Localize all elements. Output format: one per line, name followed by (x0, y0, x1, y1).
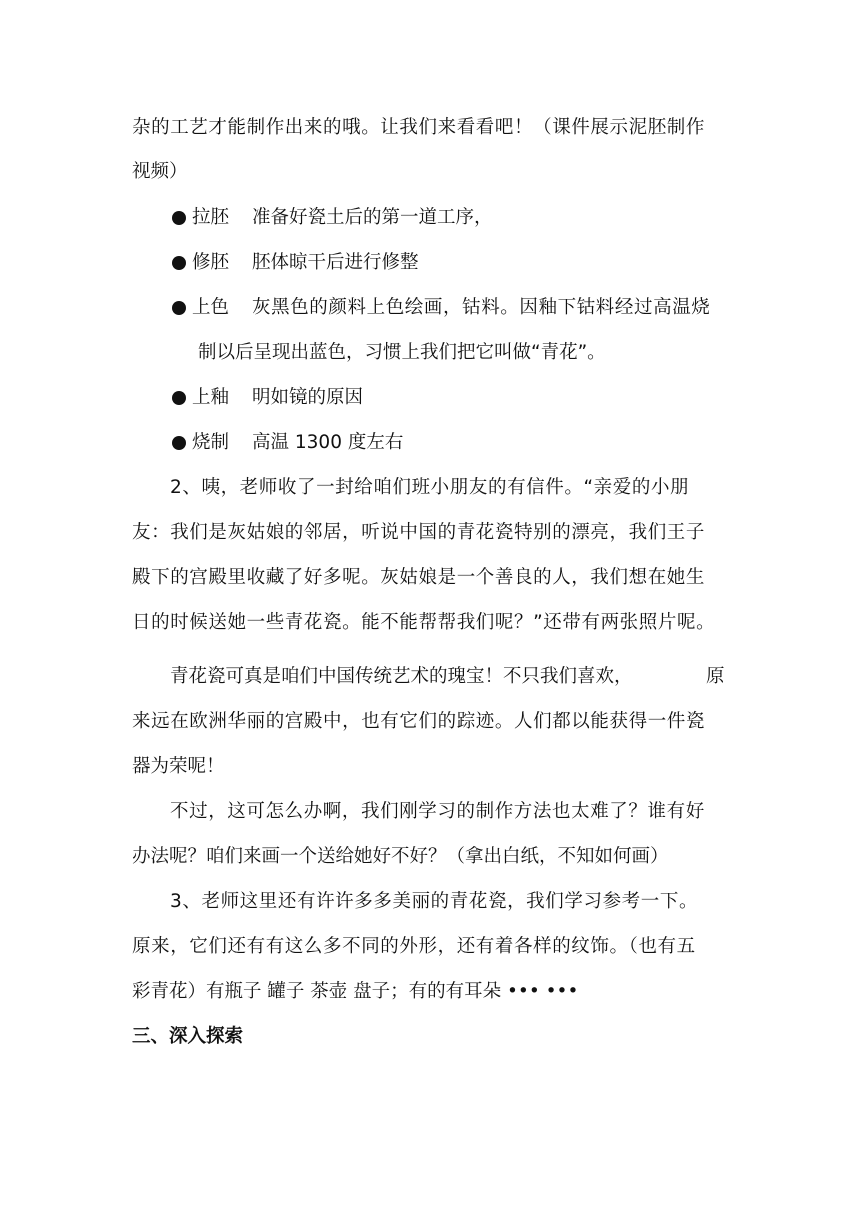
bullet-term: 修胚 (192, 252, 230, 273)
bullet-dot (172, 436, 186, 450)
bullet-desc: 灰黑色的颜料上色绘画，钴料。因釉下钴料经过高温烧 (252, 297, 711, 318)
bullet-term: 烧制 (192, 432, 230, 453)
paragraph-line: 3、老师这里还有许许多多美丽的青花瓷，我们学习参考一下。 (170, 891, 699, 912)
bullet-dot (172, 301, 186, 315)
bullet-dot (172, 391, 186, 405)
bullet-dot (172, 211, 186, 225)
paragraph-line: 彩青花）有瓶子 罐子 茶壶 盘子；有的有耳朵 ••• ••• (132, 981, 579, 1002)
section-heading: 三、深入探索 (132, 1026, 244, 1047)
bullet-desc: 明如镜的原因 (252, 387, 364, 408)
paragraph-line: 器为荣呢！ (132, 756, 225, 777)
paragraph-line: 友：我们是灰姑娘的邻居，听说中国的青花瓷特别的漂亮，我们王子 (132, 522, 706, 543)
bullet-term: 上釉 (192, 387, 230, 408)
bullet-desc: 胚体晾干后进行修整 (252, 252, 419, 273)
paragraph-line: 来远在欧洲华丽的宫殿中，也有它们的踪迹。人们都以能获得一件瓷 (132, 711, 706, 732)
paragraph-line: 殿下的宫殿里收藏了好多呢。灰姑娘是一个善良的人，我们想在她生 (132, 567, 706, 588)
bullet-term: 拉胚 (192, 207, 230, 228)
paragraph-line: 办法呢？咱们来画一个送给她好不好？（拿出白纸，不知如何画） (132, 846, 669, 867)
paragraph-line: 不过，这可怎么办啊，我们刚学习的制作方法也太难了？谁有好 (170, 801, 705, 822)
paragraph-line: 视频） (132, 161, 188, 182)
bullet-term: 上色 (192, 297, 230, 318)
paragraph-line: 青花瓷可真是咱们中国传统艺术的瑰宝！不只我们喜欢， (170, 666, 633, 687)
bullet-desc: 准备好瓷土后的第一道工序， (252, 207, 493, 228)
paragraph-line: 杂的工艺才能制作出来的哦。让我们来看看吧！（课件展示泥胚制作 (132, 117, 706, 138)
bullet-desc-continued: 制以后呈现出蓝色，习惯上我们把它叫做“青花”。 (198, 342, 606, 363)
paragraph-line: 2、咦，老师收了一封给咱们班小朋友的有信件。“亲爱的小朋 (170, 477, 690, 498)
bullet-desc: 高温 1300 度左右 (252, 432, 404, 453)
paragraph-line: 日的时候送她一些青花瓷。能不能帮帮我们呢？”还带有两张照片呢。 (132, 612, 716, 633)
paragraph-line: 原来，它们还有有这么多不同的外形，还有着各样的纹饰。（也有五 (132, 936, 696, 957)
bullet-dot (172, 256, 186, 270)
paragraph-line: 原 (706, 666, 725, 687)
